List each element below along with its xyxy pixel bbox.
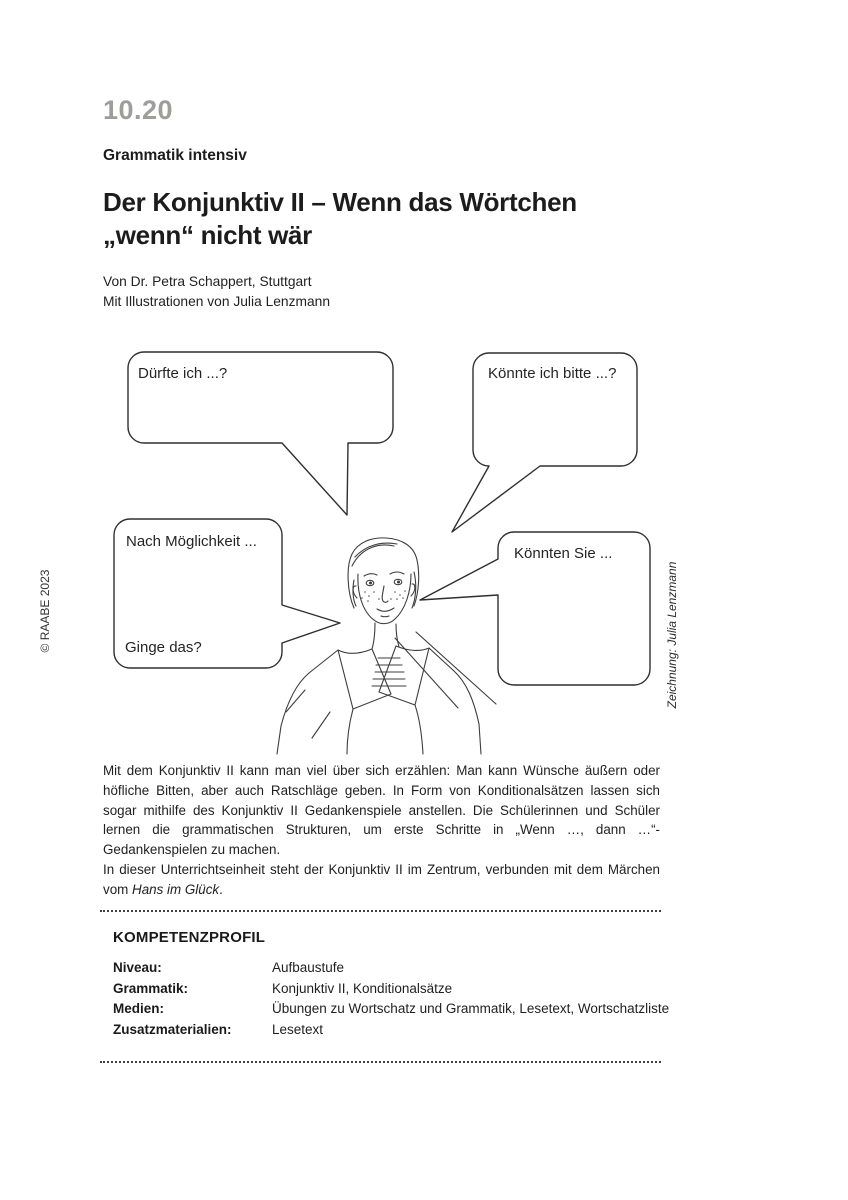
intro-paragraph-1: Mit dem Konjunktiv II kann man viel über sich erzählen: Man kann Wünsche äußern oder höfliche Bitten, aber auch Ratschläge geben. In Form von Konditionalsätzen lassen sich sogar mithilfe des Konjunktiv II Gedankenspiele anstellen. Die Schülerinnen und Schüler lernen die grammatischen Strukturen, um erste Schritte in „Wenn …, dann …“-Gedankenspielen zu machen. bbox=[103, 763, 660, 858]
table-row bbox=[113, 979, 662, 1000]
author-block bbox=[103, 272, 330, 312]
person-sketch bbox=[277, 538, 496, 754]
author-line: Von Dr. Petra Schappert, Stuttgart bbox=[103, 274, 312, 289]
intro-paragraph-2 bbox=[103, 860, 660, 900]
competence-profile-table bbox=[113, 958, 670, 1041]
row-label: Zusatzmaterialien: bbox=[113, 1022, 232, 1038]
drawing-credit-vertical: Zeichnung: Julia Lenzmann bbox=[665, 561, 679, 709]
row-value: Lesetext bbox=[272, 1022, 324, 1038]
section-number: 10.20 bbox=[103, 95, 174, 125]
dotted-separator-bottom bbox=[100, 1061, 661, 1063]
title-line-1: Der Konjunktiv II – Wenn das Wörtchen bbox=[103, 187, 577, 217]
intro-p2-prefix: In dieser Unterrichtseinheit steht der Konjunktiv II im Zentrum, verbunden mit dem Märchen vom bbox=[103, 861, 660, 897]
copyright-vertical: © RAABE 2023 bbox=[38, 569, 52, 653]
speech-bubble-text: Dürfte ich ...? bbox=[138, 365, 228, 382]
row-label: Grammatik: bbox=[113, 980, 189, 996]
page-title bbox=[103, 186, 663, 252]
freckles bbox=[361, 590, 406, 602]
speech-bubble-text: Nach Möglichkeit ... bbox=[126, 533, 257, 550]
table-row bbox=[113, 999, 670, 1020]
row-value: Aufbaustufe bbox=[272, 960, 345, 975]
title-line-2: „wenn“ nicht wär bbox=[103, 220, 313, 250]
speech-bubble-text: Könnte ich bitte ...? bbox=[488, 365, 617, 382]
competence-profile-heading: KOMPETENZPROFIL bbox=[113, 929, 266, 946]
table-row bbox=[113, 958, 662, 979]
row-value: Konjunktiv II, Konditionalsätze bbox=[272, 980, 453, 996]
intro-p2-book-title: Hans im Glück bbox=[132, 881, 220, 897]
speech-bubble-shapes bbox=[114, 352, 650, 685]
speech-bubble-text: Könnten Sie ... bbox=[514, 545, 613, 562]
row-label: Medien: bbox=[113, 1001, 165, 1017]
intro-p2-suffix: . bbox=[219, 881, 223, 897]
series-title: Grammatik intensiv bbox=[103, 147, 247, 164]
speech-bubble-text: Ginge das? bbox=[125, 639, 202, 656]
row-value: Übungen zu Wortschatz und Grammatik, Lesetext, Wortschatzliste bbox=[272, 1001, 670, 1017]
dotted-separator-top bbox=[100, 910, 661, 912]
illustrator-line: Mit Illustrationen von Julia Lenzmann bbox=[103, 294, 331, 309]
table-row bbox=[113, 1020, 662, 1041]
speech-bubbles-illustration bbox=[100, 340, 665, 758]
row-label: Niveau: bbox=[113, 960, 162, 975]
intro-text bbox=[103, 761, 660, 900]
